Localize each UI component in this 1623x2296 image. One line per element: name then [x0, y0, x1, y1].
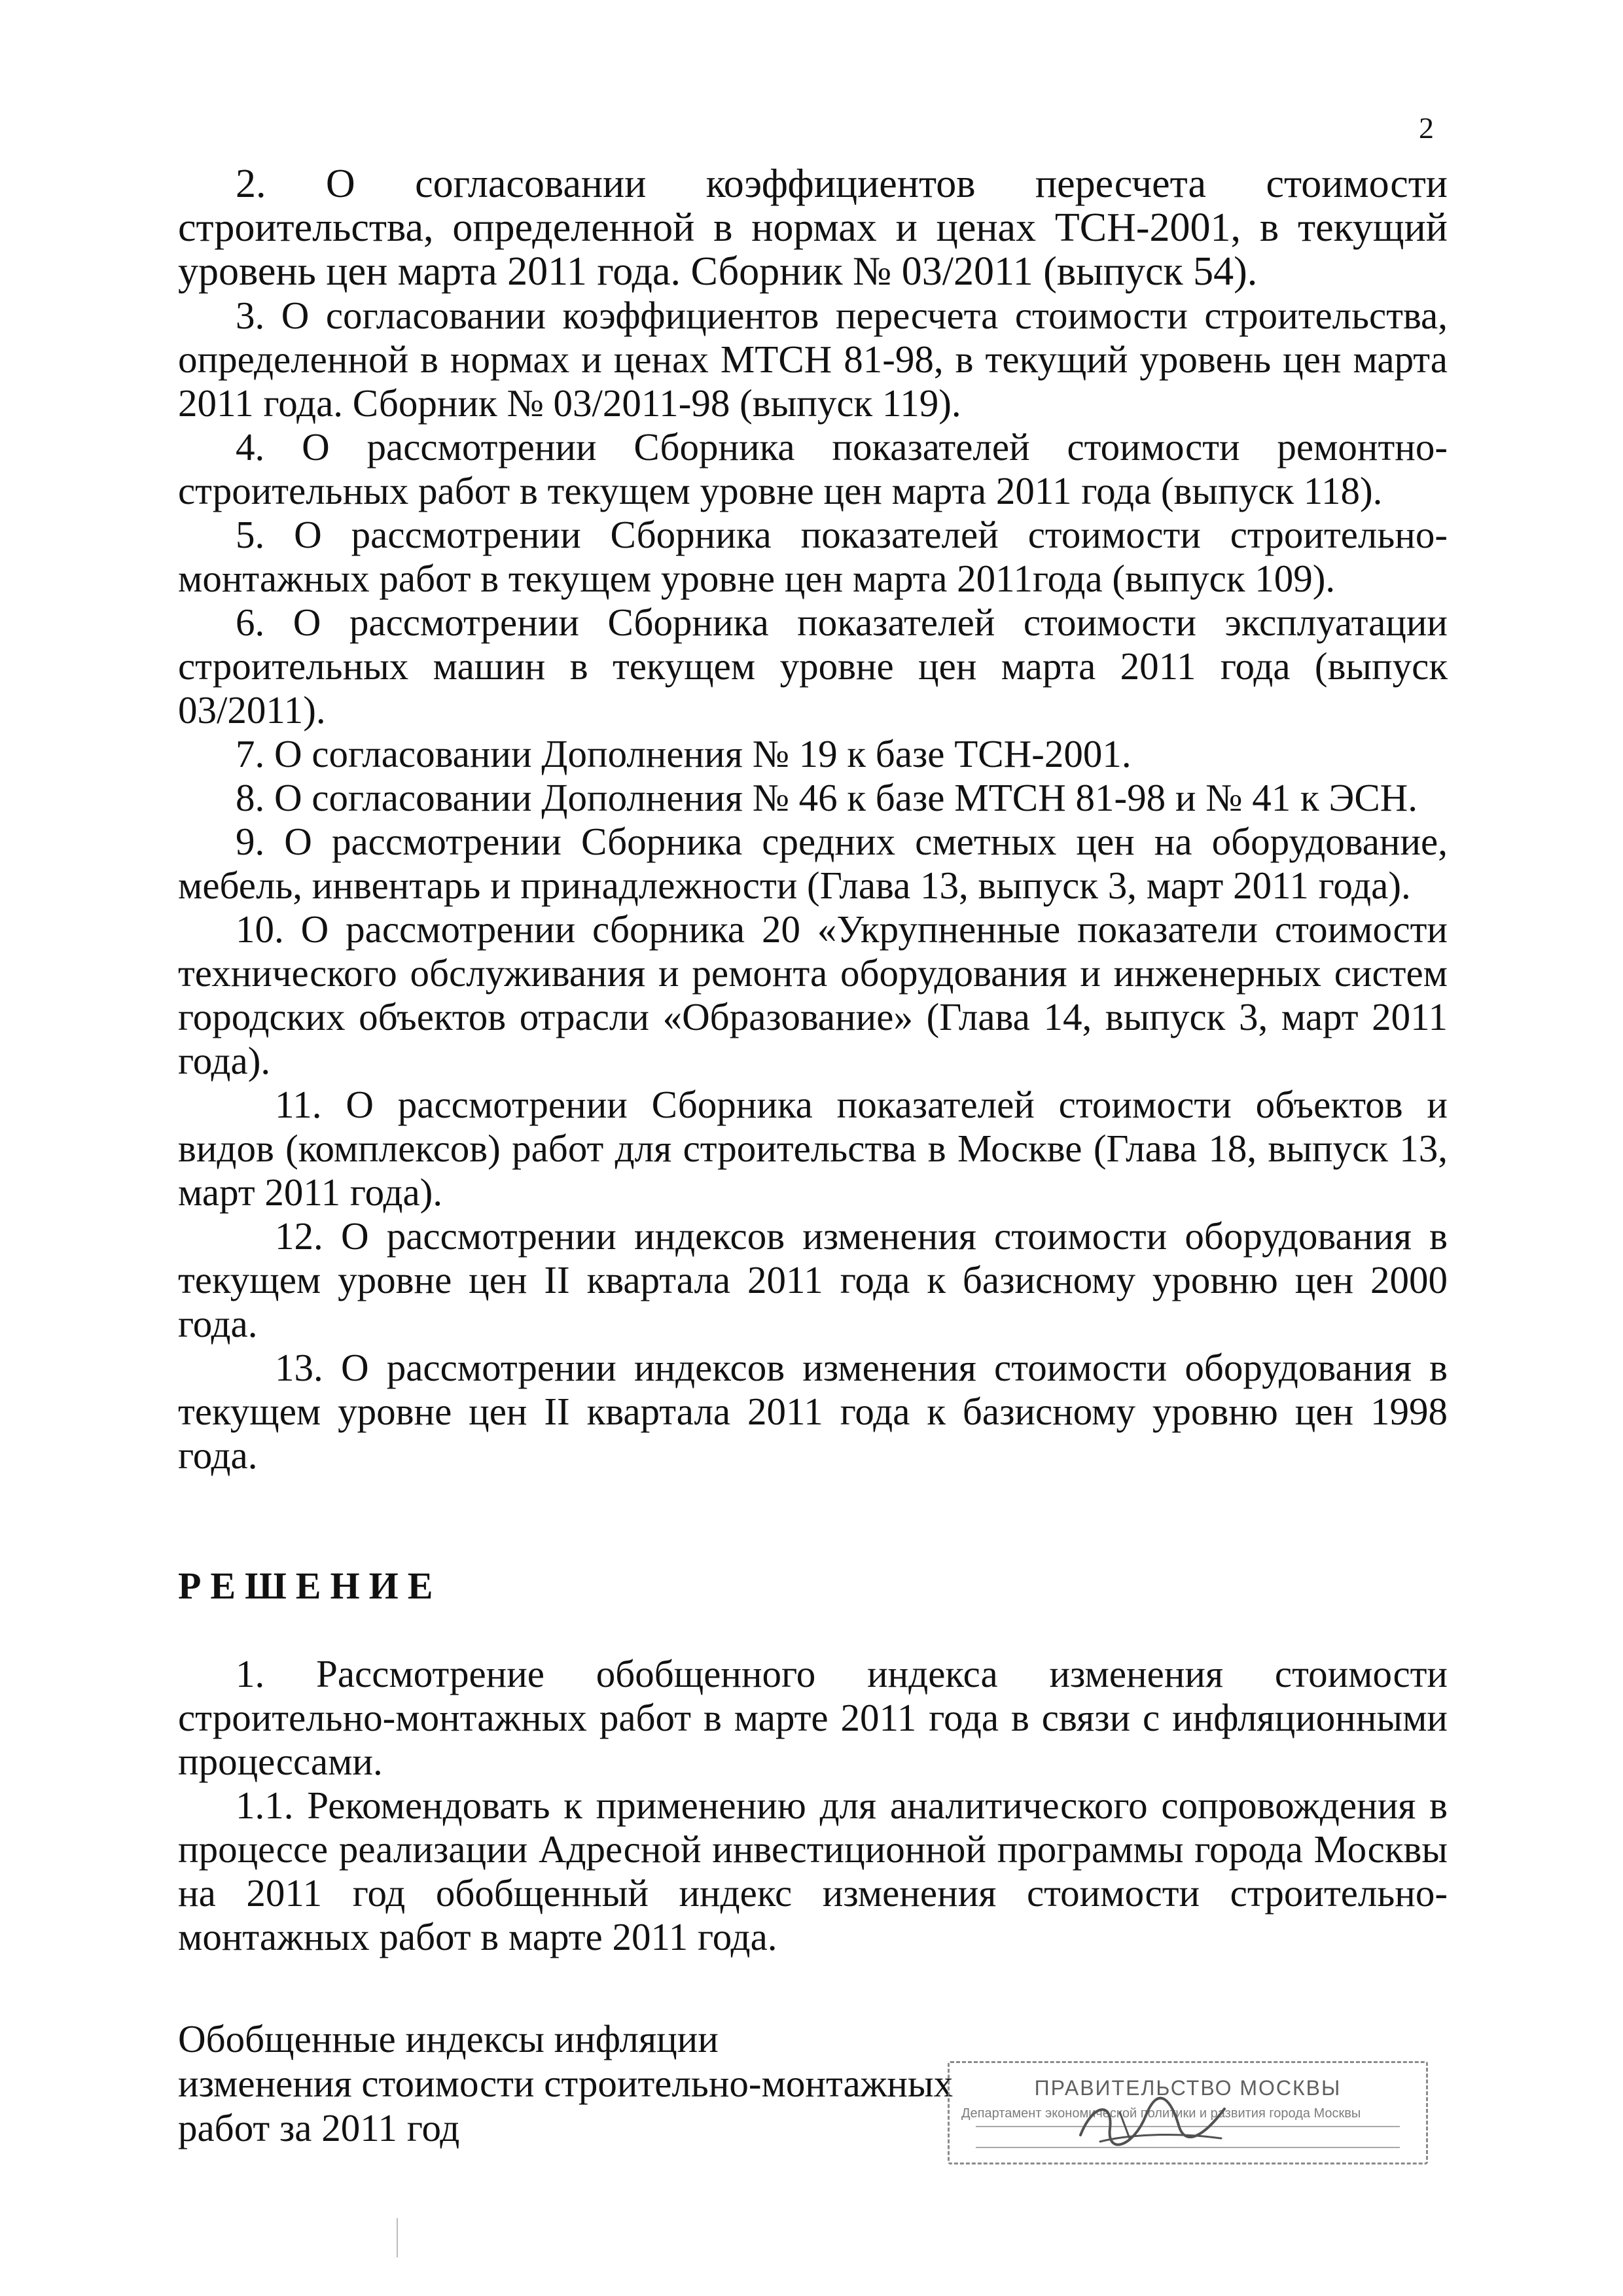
page-number: 2	[1419, 111, 1434, 145]
agenda-item-7: 7. О согласовании Дополнения № 19 к базе ТСН-2001.	[236, 732, 1132, 775]
agenda-item-3: 3. О согласовании коэффициентов пересчета стоимости строительства, определенной в нормах и ценах МТСН 81-98, в текущий уровень цен марта 2011 года. Сборник № 03/2011-98 (выпуск 119).	[178, 294, 1448, 425]
agenda-item-6: 6. О рассмотрении Сборника показателей стоимости эксплуатации строительных машин в текущем уровне цен марта 2011 года (выпуск 03/2011).	[178, 601, 1448, 732]
agenda-item-5: 5. О рассмотрении Сборника показателей стоимости строительно-монтажных работ в текущем уровне цен марта 2011года (выпуск 109).	[178, 513, 1448, 600]
stamp-subtitle: Департамент экономической политики и развития города Москвы	[961, 2106, 1361, 2121]
decision-point-1: 1. Рассмотрение обобщенного индекса изменения стоимости строительно-монтажных работ в марте 2011 года в связи с инфляционными процессами.	[178, 1652, 1448, 1783]
handwritten-signature	[1074, 2089, 1231, 2155]
agenda-item-8: 8. О согласовании Дополнения № 46 к базе МТСН 81-98 и № 41 к ЭСН.	[236, 776, 1418, 819]
agenda-item-2: 2. О согласовании коэффициентов пересчета стоимости строительства, определенной в нормах и ценах ТСН-2001, в текущий уровень цен марта 2011 года. Сборник № 03/2011 (выпуск 54).	[178, 162, 1448, 294]
table-caption-line-1: Обобщенные индексы инфляции	[178, 2017, 719, 2060]
agenda-item-12: 12. О рассмотрении индексов изменения стоимости оборудования в текущем уровне цен II квартала 2011 года к базисному уровню цен 2000 года.	[178, 1214, 1448, 1345]
document-body	[178, 162, 1448, 2150]
agenda-item-10: 10. О рассмотрении сборника 20 «Укрупненные показатели стоимости технического обслуживания и ремонта оборудования и инженерных систем городских объектов отрасли «Образование» (Глава 14, выпуск 3, март 2011 года).	[178, 908, 1448, 1082]
agenda-item-13: 13. О рассмотрении индексов изменения стоимости оборудования в текущем уровне цен II квартала 2011 года к базисному уровню цен 1998 года.	[178, 1346, 1448, 1477]
agenda-item-4: 4. О рассмотрении Сборника показателей стоимости ремонтно-строительных работ в текущем уровне цен марта 2011 года (выпуск 118).	[178, 425, 1448, 512]
agenda-item-9: 9. О рассмотрении Сборника средних сметных цен на оборудование, мебель, инвентарь и принадлежности (Глава 13, выпуск 3, март 2011 года).	[178, 820, 1448, 907]
scan-artifact	[397, 2218, 398, 2257]
agenda-item-11: 11. О рассмотрении Сборника показателей стоимости объектов и видов (комплексов) работ для строительства в Москве (Глава 18, выпуск 13, март 2011 года).	[178, 1083, 1448, 1214]
decision-point-1-1: 1.1. Рекомендовать к применению для аналитического сопровождения в процессе реализации Адресной инвестиционной программы города Москвы на 2011 год обобщенный индекс изменения стоимости строительно-монтажных работ в марте 2011 года.	[178, 1784, 1448, 1958]
table-caption-line-3: работ за 2011 год	[178, 2106, 460, 2149]
official-stamp	[948, 2061, 1428, 2164]
stamp-title: ПРАВИТЕЛЬСТВО МОСКВЫ	[1034, 2076, 1342, 2100]
decision-heading: РЕШЕНИЕ	[178, 1564, 442, 1607]
table-caption-line-2: изменения стоимости строительно-монтажных	[178, 2062, 954, 2105]
